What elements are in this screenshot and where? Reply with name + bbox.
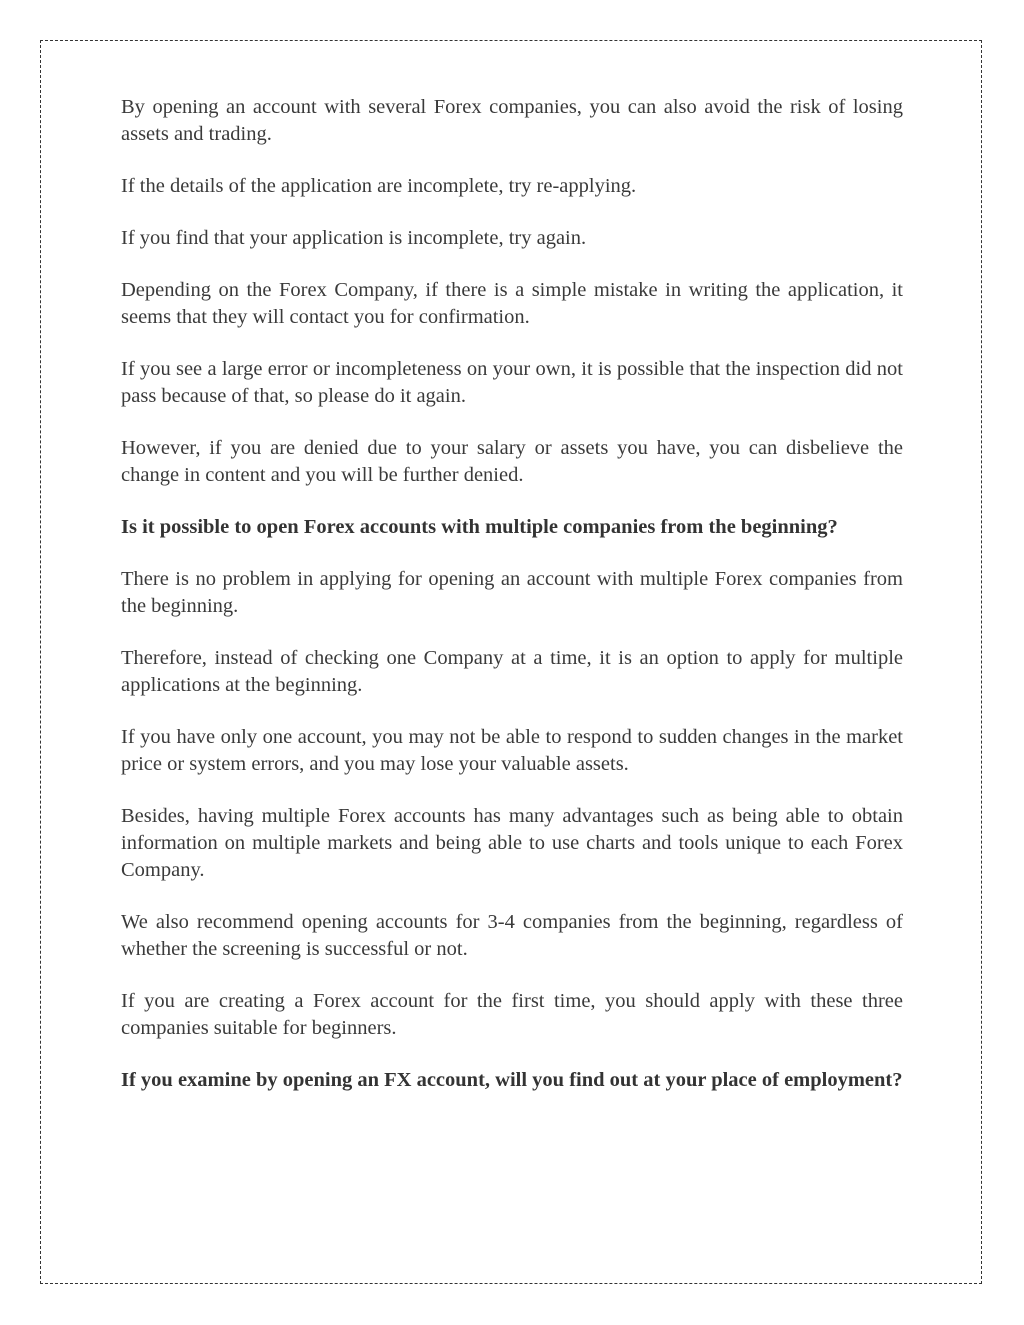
paragraph: However, if you are denied due to your salary or assets you have, you can disbelieve the change in content and you will be further denied.: [121, 437, 903, 486]
section-heading: If you examine by opening an FX account, will you find out at your place of employment?: [121, 1069, 903, 1091]
paragraph: If you have only one account, you may not be able to respond to sudden changes in the market price or system errors, and you may lose your valuable assets.: [121, 726, 903, 775]
paragraph: Besides, having multiple Forex accounts has many advantages such as being able to obtain information on multiple markets and being able to use charts and tools unique to each Forex Company.: [121, 805, 903, 881]
paragraph: If the details of the application are incomplete, try re-applying.: [121, 175, 637, 197]
paragraph: If you see a large error or incompleteness on your own, it is possible that the inspection did not pass because of that, so please do it again.: [121, 358, 903, 407]
paragraph: By opening an account with several Forex companies, you can also avoid the risk of losing assets and trading.: [121, 96, 903, 145]
paragraph: If you are creating a Forex account for the first time, you should apply with these three companies suitable for beginners.: [121, 990, 903, 1039]
paragraph: If you find that your application is incomplete, try again.: [121, 227, 587, 249]
paragraph: Depending on the Forex Company, if there is a simple mistake in writing the application, it seems that they will contact you for confirmation.: [121, 279, 903, 328]
section-heading: Is it possible to open Forex accounts with multiple companies from the beginning?: [121, 516, 838, 538]
paragraph: There is no problem in applying for opening an account with multiple Forex companies from the beginning.: [121, 568, 903, 617]
paragraph: We also recommend opening accounts for 3-4 companies from the beginning, regardless of whether the screening is successful or not.: [121, 911, 903, 960]
paragraph: Therefore, instead of checking one Company at a time, it is an option to apply for multiple applications at the beginning.: [121, 647, 903, 696]
document-body: [121, 94, 903, 1119]
